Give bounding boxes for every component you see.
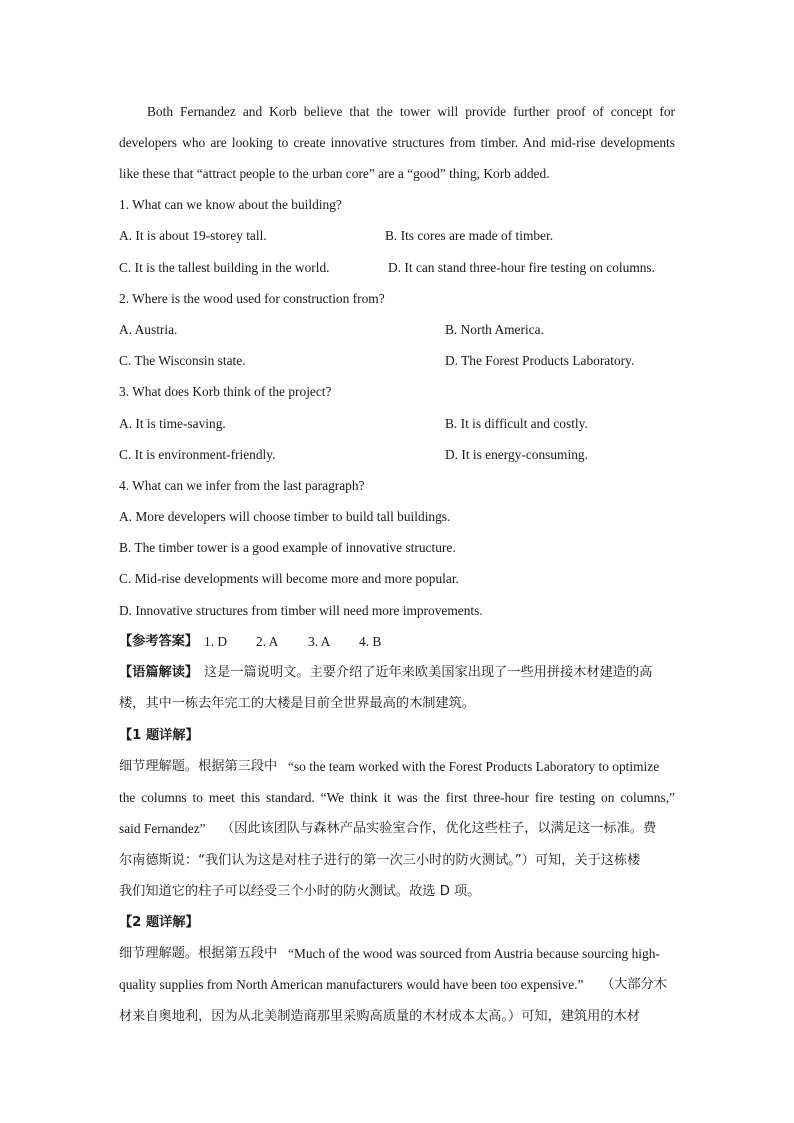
answer-item: 2. A	[256, 634, 279, 649]
analysis-text: 这是一篇说明文。主要介绍了近年来欧美国家出现了一些用拼接木材建造的高	[204, 665, 653, 680]
option-row	[0, 259, 794, 277]
option-row	[0, 227, 794, 245]
detail-quote: quality supplies from North American manufacturers would have been too expensive.”	[119, 977, 584, 992]
option: D. The Forest Products Laboratory.	[445, 353, 635, 368]
option-row	[0, 446, 794, 464]
answer-item: 3. A	[308, 634, 331, 649]
analysis-line	[0, 664, 794, 682]
detail-quote: “Much of the wood was sourced from Austria because sourcing high-	[288, 946, 660, 961]
answer-key	[0, 633, 794, 651]
option: C. It is the tallest building in the world.	[119, 260, 330, 275]
detail-quote: the columns to meet this standard. “We think it was the first three-hour fire testing on columns,”	[119, 790, 675, 805]
question-stem: 2. Where is the wood used for construction from?	[119, 291, 385, 306]
detail-quote: “so the team worked with the Forest Products Laboratory to optimize	[288, 759, 660, 774]
option: C. It is environment-friendly.	[119, 447, 276, 462]
answer-label: 【参考答案】	[119, 634, 199, 649]
option: D. Innovative structures from timber will need more improvements.	[119, 603, 483, 618]
option: B. North America.	[445, 322, 544, 337]
option: D. It is energy-consuming.	[445, 447, 588, 462]
answer-item: 1. D	[204, 634, 228, 649]
detail-text: （大部分木	[601, 977, 667, 992]
passage-line: Both Fernandez and Korb believe that the tower will provide further proof of concept for	[147, 104, 675, 119]
option: D. It can stand three-hour fire testing on columns.	[388, 260, 655, 275]
option: A. It is about 19-storey tall.	[119, 228, 267, 243]
detail-quote: said Fernandez”	[119, 821, 206, 836]
analysis-text: 楼，其中一栋去年完工的大楼是目前全世界最高的木制建筑。	[119, 696, 476, 711]
detail-line	[0, 758, 794, 776]
analysis-label: 【语篇解读】	[119, 665, 199, 680]
passage-line: like these that “attract people to the urban core” are a “good” thing, Korb added.	[119, 166, 550, 181]
passage-line: developers who are looking to create innovative structures from timber. And mid-rise developments	[119, 135, 675, 150]
detail-label: 【2 题详解】	[119, 915, 199, 930]
answer-item: 4. B	[359, 634, 382, 649]
detail-line	[0, 820, 794, 838]
option-row	[0, 321, 794, 339]
question-stem: 3. What does Korb think of the project?	[119, 384, 332, 399]
option: A. More developers will choose timber to build tall buildings.	[119, 509, 451, 524]
option: B. The timber tower is a good example of innovative structure.	[119, 540, 456, 555]
option: A. It is time-saving.	[119, 416, 226, 431]
option: C. The Wisconsin state.	[119, 353, 246, 368]
option-row	[0, 415, 794, 433]
detail-text: 尔南德斯说：“我们认为这是对柱子进行的第一次三小时的防火测试。”）可知，关于这栋楼	[119, 853, 641, 868]
detail-text: 细节理解题。根据第三段中	[119, 759, 278, 774]
detail-line	[0, 976, 794, 994]
option: C. Mid-rise developments will become more and more popular.	[119, 571, 459, 586]
option: B. It is difficult and costly.	[445, 416, 588, 431]
detail-label: 【1 题详解】	[119, 728, 199, 743]
detail-text: （因此该团队与森林产品实验室合作，优化这些柱子，以满足这一标准。费	[221, 821, 657, 836]
detail-text: 细节理解题。根据第五段中	[119, 946, 278, 961]
option-row	[0, 352, 794, 370]
option: B. Its cores are made of timber.	[385, 228, 554, 243]
option: A. Austria.	[119, 322, 178, 337]
question-stem: 1. What can we know about the building?	[119, 197, 342, 212]
question-stem: 4. What can we infer from the last paragraph?	[119, 478, 365, 493]
detail-text: 我们知道它的柱子可以经受三个小时的防火测试。故选 D 项。	[119, 884, 481, 899]
detail-text: 材来自奥地利，因为从北美制造商那里采购高质量的木材成本太高。）可知，建筑用的木材	[119, 1009, 640, 1024]
detail-line	[0, 945, 794, 963]
